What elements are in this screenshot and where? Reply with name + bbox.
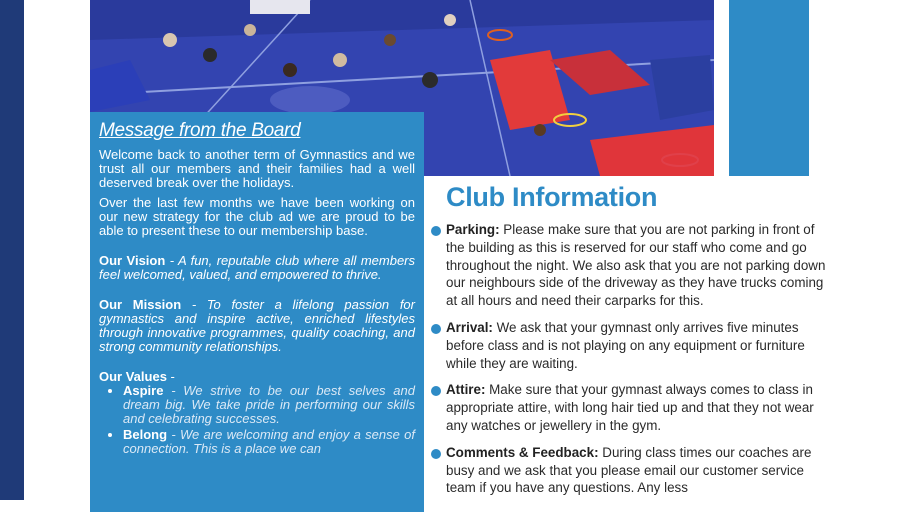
bullet-dot-icon (431, 449, 441, 459)
mission-text: - To foster a lifelong passion for gymnastics and inspire active, enriched lifestyles through innovative programmes, quality coaching, and strong community relationships. (99, 297, 415, 354)
mission-label: Our Mission (99, 297, 182, 312)
club-info-item-arrival (431, 319, 831, 372)
club-info-text (446, 381, 831, 434)
club-info-title: Club Information (446, 182, 658, 212)
vision-text: - A fun, reputable club where all members feel welcomed, valued, and empowered to thrive. (99, 253, 416, 282)
club-info-label: Comments & Feedback: (446, 444, 599, 460)
club-info-body: Please make sure that you are not parking in front of the building as this is reserved for our staff who come and go throughout the night. We also ask that you are not parking down our neighbours side of the driveway as they have trucks coming at all hours and need their carparks for this. (446, 222, 826, 309)
club-info-text (446, 444, 831, 497)
accent-block (729, 0, 809, 176)
club-info-item-attire (431, 381, 831, 434)
value-text: - We are welcoming and enjoy a sense of connection. This is a place we can (123, 427, 415, 456)
club-info-text (446, 319, 831, 372)
club-info-body: Make sure that your gymnast always comes to class in appropriate attire, with long hair tied up and that they not wear any watches or jewellery in the gym. (446, 382, 814, 433)
club-info-body: We ask that your gymnast only arrives five minutes before class and is not playing on any equipment or furniture while they are waiting. (446, 319, 805, 371)
value-text: - We strive to be our best selves and dream big. We take pride in performing our skills and celebrating successes. (123, 383, 415, 426)
club-info-item-parking (431, 221, 831, 310)
values-list (99, 384, 415, 456)
club-info-text (446, 221, 831, 310)
board-intro-1: Welcome back to another term of Gymnastics and we trust all our members and their families had a well deserved break over the holidays. (99, 147, 415, 190)
club-info-item-feedback (431, 444, 831, 497)
club-info-body: During class times our coaches are busy and we ask that you please email our customer service team if you have any questions. Any less (446, 444, 812, 496)
values-heading (99, 370, 415, 384)
club-info-label: Parking: (446, 222, 500, 237)
bullet-dot-icon (431, 226, 441, 236)
vision-paragraph (99, 254, 415, 282)
club-info-label: Attire: (446, 382, 486, 398)
values-label: Our Values (99, 369, 167, 384)
value-name: Aspire (123, 383, 164, 398)
value-item (123, 384, 415, 426)
bullet-dot-icon (431, 386, 441, 396)
club-information-section (431, 182, 831, 506)
board-intro-2: Over the last few months we have been working on our new strategy for the club ad we are proud to be able to present these to our membership base. (99, 195, 415, 238)
value-name: Belong (123, 427, 168, 442)
club-info-label: Arrival: (446, 319, 493, 335)
vision-label: Our Vision (99, 253, 166, 268)
bullet-dot-icon (431, 324, 441, 334)
board-title: Message from the Board (99, 120, 301, 141)
mission-paragraph (99, 298, 415, 354)
value-item (123, 428, 415, 456)
values-suffix: - (166, 369, 175, 384)
left-edge-bar (0, 0, 24, 500)
board-message-panel (90, 112, 424, 512)
